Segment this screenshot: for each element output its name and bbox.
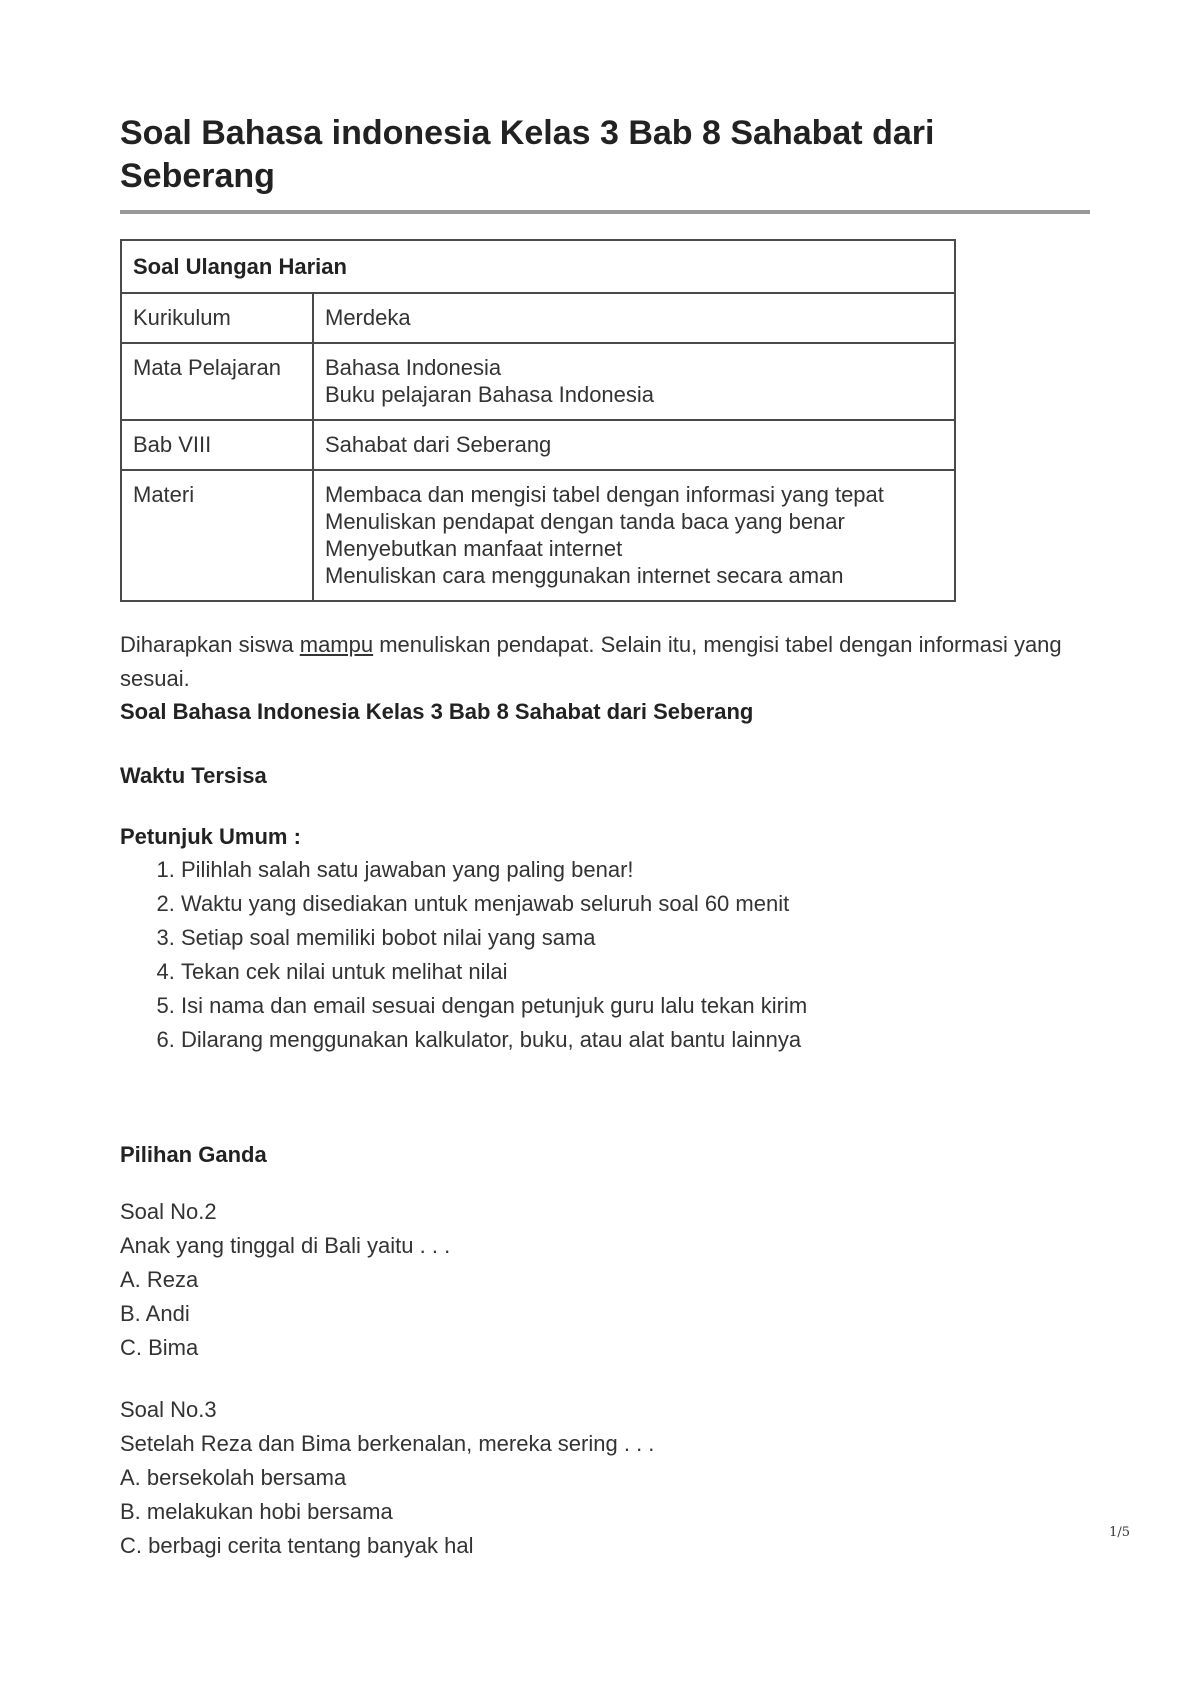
info-table-header-row <box>121 240 955 293</box>
row-value-mata-pelajaran <box>313 343 955 420</box>
document-page <box>120 112 1090 1563</box>
info-table <box>120 239 956 602</box>
row-value-line: Buku pelajaran Bahasa Indonesia <box>325 382 655 407</box>
page-number: 1/5 <box>1109 1525 1130 1540</box>
instructions-list <box>120 853 1090 1057</box>
mampu-link[interactable]: mampu <box>299 632 374 657</box>
row-label-mata-pelajaran: Mata Pelajaran <box>121 343 313 420</box>
intro-text-end: menuliskan pendapat. Selain itu, mengisi tabel dengan informasi yang sesuai. <box>120 632 1062 691</box>
row-value-line: Menyebutkan manfaat internet <box>325 536 623 561</box>
list-item: 1. Pilihlah salah satu jawaban yang paling benar! <box>181 853 1090 887</box>
question-text: Anak yang tinggal di Bali yaitu . . . <box>120 1233 451 1258</box>
question-number: Soal No.3 <box>120 1397 217 1422</box>
table-row <box>121 343 955 420</box>
row-value-line: Bahasa Indonesia <box>325 355 502 380</box>
list-item: 2. Waktu yang disediakan untuk menjawab seluruh soal 60 menit <box>181 887 1090 921</box>
row-value-line: Sahabat dari Seberang <box>325 432 552 457</box>
page-title: Soal Bahasa indonesia Kelas 3 Bab 8 Sahabat dari Seberang <box>120 112 1090 214</box>
answer-option[interactable]: A. Reza <box>120 1267 199 1292</box>
list-item: 4. Tekan cek nilai untuk melihat nilai <box>181 955 1090 989</box>
answer-option[interactable]: B. melakukan hobi bersama <box>120 1499 393 1524</box>
list-item: 5. Isi nama dan email sesuai dengan petunjuk guru lalu tekan kirim <box>181 989 1090 1023</box>
row-label-materi: Materi <box>121 470 313 601</box>
list-item: 3. Setiap soal memiliki bobot nilai yang sama <box>181 921 1090 955</box>
instructions-heading: Petunjuk Umum : <box>120 824 301 849</box>
question-text: Setelah Reza dan Bima berkenalan, mereka sering . . . <box>120 1431 655 1456</box>
timer-label: Waktu Tersisa <box>120 763 267 788</box>
question-3 <box>120 1393 1090 1563</box>
table-row <box>121 470 955 601</box>
question-2 <box>120 1195 1090 1365</box>
question-number: Soal No.2 <box>120 1199 217 1224</box>
row-value-line: Menuliskan pendapat dengan tanda baca yang benar <box>325 509 845 534</box>
row-value-kurikulum <box>313 293 955 343</box>
row-label-bab: Bab VIII <box>121 420 313 470</box>
intro-text-start: Diharapkan siswa <box>120 632 300 657</box>
answer-option[interactable]: C. berbagi cerita tentang banyak hal <box>120 1533 474 1558</box>
answer-option[interactable]: B. Andi <box>120 1301 190 1326</box>
answer-option[interactable]: A. bersekolah bersama <box>120 1465 347 1490</box>
row-value-bab <box>313 420 955 470</box>
answer-option[interactable]: C. Bima <box>120 1335 199 1360</box>
row-label-kurikulum: Kurikulum <box>121 293 313 343</box>
table-row <box>121 420 955 470</box>
row-value-line: Membaca dan mengisi tabel dengan informasi yang tepat <box>325 482 884 507</box>
subtitle: Soal Bahasa Indonesia Kelas 3 Bab 8 Sahabat dari Seberang <box>120 699 754 724</box>
row-value-line: Menuliskan cara menggunakan internet secara aman <box>325 563 844 588</box>
row-value-line: Merdeka <box>325 305 411 330</box>
section-heading: Pilihan Ganda <box>120 1142 267 1167</box>
row-value-materi <box>313 470 955 601</box>
list-item: 6. Dilarang menggunakan kalkulator, buku, atau alat bantu lainnya <box>181 1023 1090 1057</box>
table-row <box>121 293 955 343</box>
intro-paragraph <box>120 628 1090 696</box>
info-table-header: Soal Ulangan Harian <box>121 240 955 293</box>
